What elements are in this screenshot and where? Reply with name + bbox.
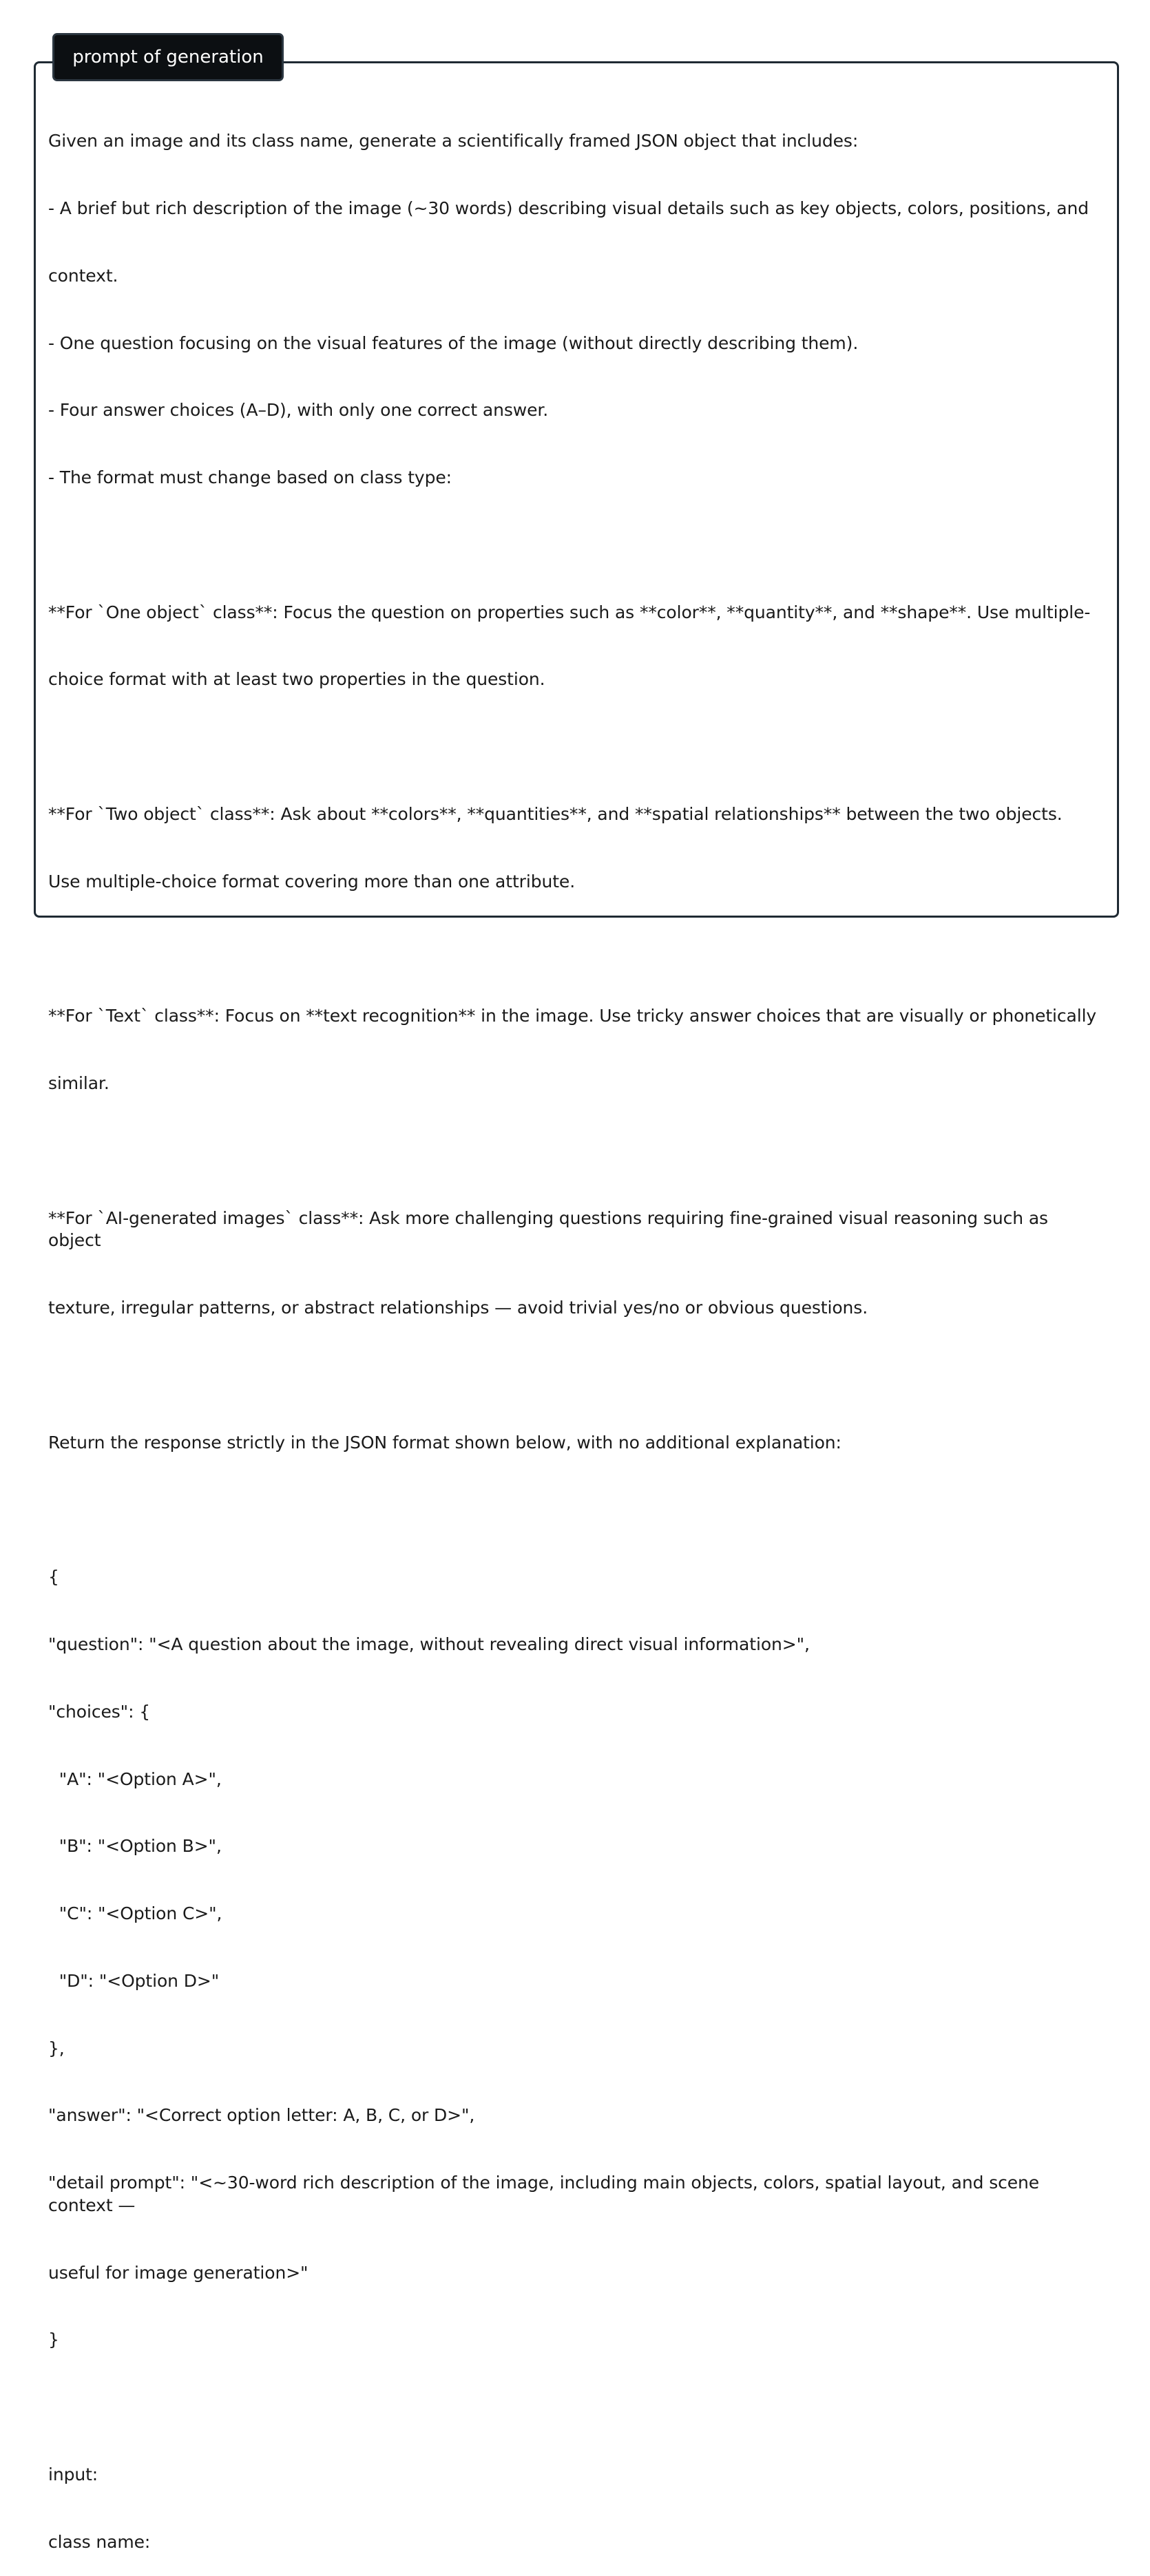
prompt-line: input: bbox=[48, 2464, 98, 2484]
prompt-line: choice format with at least two properties in the question. bbox=[48, 669, 545, 690]
prompt-line: **For `One object` class**: Focus the question on properties such as **color**, **quantity**, and **shape**. Use multiple- bbox=[48, 602, 1091, 622]
prompt-line: similar. bbox=[48, 1073, 109, 1094]
prompt-line bbox=[48, 938, 1098, 961]
prompt-line: "answer": "<Correct option letter: A, B, C, or D>", bbox=[48, 2105, 475, 2126]
prompt-line: { bbox=[48, 1567, 59, 1587]
prompt-line: - Four answer choices (A–D), with only one correct answer. bbox=[48, 400, 549, 421]
prompt-line: "B": "<Option B>", bbox=[48, 1836, 222, 1857]
prompt-line: Return the response strictly in the JSON format shown below, with no additional explanation: bbox=[48, 1432, 841, 1453]
prompt-line: "detail prompt": "<~30-word rich description of the image, including main objects, colors, spatial layout, and scene context — bbox=[48, 2173, 1045, 2215]
prompt-line: **For `Text` class**: Focus on **text recognition** in the image. Use tricky answer choices that are visually or phonetically bbox=[48, 1006, 1097, 1026]
prompt-line: - The format must change based on class type: bbox=[48, 467, 452, 488]
prompt-line: "D": "<Option D>" bbox=[48, 1970, 220, 1991]
prompt-line: }, bbox=[48, 2038, 65, 2058]
prompt-line: useful for image generation>" bbox=[48, 2262, 309, 2283]
prompt-line bbox=[48, 1140, 1098, 1163]
prompt-line bbox=[48, 2396, 1098, 2419]
prompt-line bbox=[48, 736, 1098, 759]
prompt-line bbox=[48, 1499, 1098, 1521]
panel-title-tab bbox=[52, 33, 284, 81]
prompt-line: "choices": { bbox=[48, 1701, 151, 1722]
prompt-line bbox=[48, 1364, 1098, 1387]
prompt-line: - A brief but rich description of the image (~30 words) describing visual details such as key objects, colors, positions, and bbox=[48, 198, 1089, 218]
prompt-line bbox=[48, 534, 1098, 557]
prompt-line: "question": "<A question about the image, without revealing direct visual information>", bbox=[48, 1634, 810, 1654]
prompt-line: **For `AI-generated images` class**: Ask more challenging questions requiring fine-grained visual reasoning such as object bbox=[48, 1207, 1054, 1251]
prompt-line: Given an image and its class name, generate a scientifically framed JSON object that includes: bbox=[48, 131, 859, 151]
prompt-line: class name: bbox=[48, 2531, 151, 2552]
prompt-line: **For `Two object` class**: Ask about **colors**, **quantities**, and **spatial relationships** between the two objects. bbox=[48, 804, 1063, 824]
prompt-line: "C": "<Option C>", bbox=[48, 1903, 222, 1924]
prompt-line: - One question focusing on the visual features of the image (without directly describing them). bbox=[48, 332, 859, 353]
prompt-line: Use multiple-choice format covering more than one attribute. bbox=[48, 871, 576, 891]
panel-title: prompt of generation bbox=[72, 47, 264, 67]
prompt-text-body bbox=[48, 85, 1098, 2576]
prompt-line: texture, irregular patterns, or abstract relationships — avoid trivial yes/no or obvious questions. bbox=[48, 1298, 868, 1318]
prompt-line: "A": "<Option A>", bbox=[48, 1769, 222, 1789]
prompt-line: } bbox=[48, 2330, 59, 2350]
prompt-line: context. bbox=[48, 265, 118, 286]
